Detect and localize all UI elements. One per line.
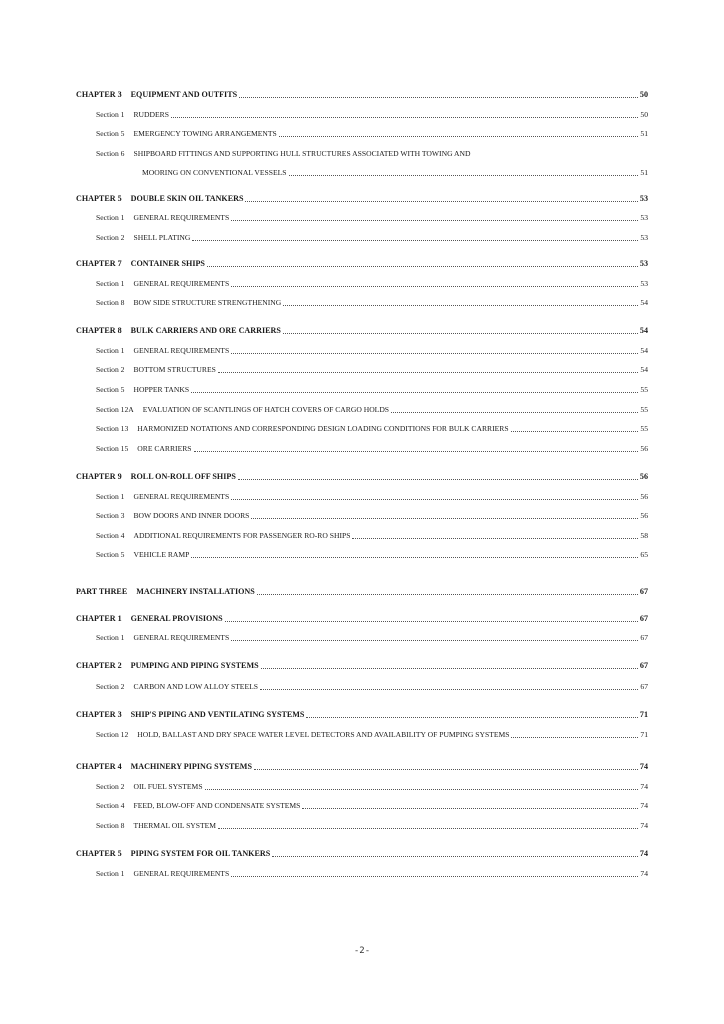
entry-title: OIL FUEL SYSTEMS xyxy=(133,782,203,791)
entry-page-number: 74 xyxy=(639,762,648,771)
entry-page-number: 58 xyxy=(640,531,648,540)
toc-chapter-entry xyxy=(76,471,648,483)
toc-chapter-entry xyxy=(76,89,648,101)
entry-title: BULK CARRIERS AND ORE CARRIERS xyxy=(130,326,281,335)
toc-section-entry xyxy=(76,681,648,693)
toc-section-entry xyxy=(76,491,648,503)
entry-title: PUMPING AND PIPING SYSTEMS xyxy=(130,661,259,670)
entry-number: Section 4 xyxy=(96,801,125,810)
dot-leader xyxy=(352,538,638,539)
entry-number: Section 6 xyxy=(96,149,125,158)
entry-number: CHAPTER 7 xyxy=(76,259,122,268)
entry-page-number: 71 xyxy=(639,710,648,719)
dot-leader xyxy=(171,117,638,118)
toc-section-entry xyxy=(76,364,648,376)
entry-page-number: 65 xyxy=(640,550,648,559)
entry-title: DOUBLE SKIN OIL TANKERS xyxy=(130,194,244,203)
toc-section-entry xyxy=(76,404,648,416)
entry-title: SHIPBOARD FITTINGS AND SUPPORTING HULL STRUCTURES ASSOCIATED WITH TOWING AND xyxy=(133,149,471,158)
dot-leader xyxy=(207,266,638,267)
entry-number: Section 1 xyxy=(96,869,125,878)
entry-page-number: 53 xyxy=(640,279,648,288)
entry-title: MACHINERY INSTALLATIONS xyxy=(136,587,255,596)
entry-title: GENERAL REQUIREMENTS xyxy=(133,633,230,642)
entry-number: CHAPTER 3 xyxy=(76,710,122,719)
entry-page-number: 53 xyxy=(639,194,648,203)
entry-number: Section 1 xyxy=(96,492,125,501)
entry-title: GENERAL REQUIREMENTS xyxy=(133,492,230,501)
entry-number: Section 2 xyxy=(96,233,125,242)
entry-number: Section 5 xyxy=(96,550,125,559)
dot-leader xyxy=(218,828,638,829)
entry-number: CHAPTER 4 xyxy=(76,762,122,771)
entry-page-number: 74 xyxy=(640,821,648,830)
toc-section-entry xyxy=(76,232,648,244)
toc-section-entry xyxy=(76,423,648,435)
dot-leader xyxy=(306,717,637,718)
entry-number: Section 2 xyxy=(96,365,125,374)
entry-title: CARBON AND LOW ALLOY STEELS xyxy=(133,682,258,691)
entry-number: Section 1 xyxy=(96,213,125,222)
entry-title: HOLD, BALLAST AND DRY SPACE WATER LEVEL DETECTORS AND AVAILABILITY OF PUMPING SYSTEMS xyxy=(137,730,510,739)
entry-title: ROLL ON-ROLL OFF SHIPS xyxy=(130,472,236,481)
entry-title: GENERAL REQUIREMENTS xyxy=(133,213,230,222)
entry-page-number: 67 xyxy=(639,661,648,670)
toc-section-entry xyxy=(76,128,648,140)
dot-leader xyxy=(251,518,638,519)
dot-leader xyxy=(254,769,638,770)
toc-chapter-entry xyxy=(76,613,648,625)
toc-section-entry xyxy=(76,510,648,522)
dot-leader xyxy=(272,856,638,857)
entry-page-number: 74 xyxy=(640,801,648,810)
dot-leader xyxy=(283,305,638,306)
entry-title: ORE CARRIERS xyxy=(137,444,192,453)
dot-leader xyxy=(231,286,638,287)
toc-section-entry xyxy=(76,549,648,561)
dot-leader xyxy=(225,621,638,622)
entry-number: Section 5 xyxy=(96,385,125,394)
toc-chapter-entry xyxy=(76,848,648,860)
dot-leader xyxy=(191,392,638,393)
toc-section-entry xyxy=(76,109,648,121)
dot-leader xyxy=(231,353,638,354)
page-number: -2- xyxy=(353,946,371,956)
entry-number: CHAPTER 2 xyxy=(76,661,122,670)
entry-title: SHIP'S PIPING AND VENTILATING SYSTEMS xyxy=(130,710,305,719)
toc-section-entry xyxy=(76,530,648,542)
entry-page-number: 56 xyxy=(640,444,648,453)
dot-leader xyxy=(192,240,638,241)
dot-leader xyxy=(283,333,638,334)
entry-number: CHAPTER 8 xyxy=(76,326,122,335)
toc-section-entry xyxy=(76,632,648,644)
toc-chapter-entry xyxy=(76,586,648,598)
toc-chapter-entry xyxy=(76,709,648,721)
entry-number: Section 1 xyxy=(96,346,125,355)
dot-leader xyxy=(302,808,638,809)
entry-title: MACHINERY PIPING SYSTEMS xyxy=(130,762,252,771)
dot-leader xyxy=(261,668,638,669)
entry-number: Section 2 xyxy=(96,782,125,791)
entry-number: CHAPTER 3 xyxy=(76,90,122,99)
dot-leader xyxy=(194,451,639,452)
entry-number: CHAPTER 9 xyxy=(76,472,122,481)
entry-page-number: 56 xyxy=(640,492,648,501)
toc-section-entry xyxy=(76,820,648,832)
dot-leader xyxy=(279,136,639,137)
entry-page-number: 55 xyxy=(640,424,648,433)
entry-number: Section 5 xyxy=(96,129,125,138)
entry-page-number: 54 xyxy=(640,346,648,355)
entry-page-number: 74 xyxy=(640,782,648,791)
toc-section-entry xyxy=(76,443,648,455)
entry-page-number: 56 xyxy=(640,511,648,520)
toc-chapter-entry xyxy=(76,193,648,205)
entry-title: EVALUATION OF SCANTLINGS OF HATCH COVERS OF CARGO HOLDS xyxy=(142,405,390,414)
dot-leader xyxy=(511,737,638,738)
dot-leader xyxy=(231,220,638,221)
entry-page-number: 74 xyxy=(639,849,648,858)
entry-title: GENERAL REQUIREMENTS xyxy=(133,279,230,288)
entry-page-number: 53 xyxy=(639,259,648,268)
entry-title: GENERAL PROVISIONS xyxy=(130,614,223,623)
toc-chapter-entry xyxy=(76,660,648,672)
toc-section-entry xyxy=(76,800,648,812)
dot-leader xyxy=(231,876,638,877)
toc-section-entry xyxy=(76,384,648,396)
toc-section-entry xyxy=(76,868,648,880)
dot-leader xyxy=(391,412,638,413)
entry-page-number: 53 xyxy=(640,233,648,242)
toc-section-entry xyxy=(76,345,648,357)
entry-page-number: 54 xyxy=(639,326,648,335)
toc-section-entry xyxy=(76,781,648,793)
toc-section-entry xyxy=(76,297,648,309)
entry-page-number: 54 xyxy=(640,298,648,307)
toc-section-entry xyxy=(76,729,648,741)
entry-page-number: 55 xyxy=(640,385,648,394)
entry-title: EMERGENCY TOWING ARRANGEMENTS xyxy=(133,129,277,138)
entry-number: Section 3 xyxy=(96,511,125,520)
toc-chapter-entry xyxy=(76,258,648,270)
entry-page-number: 50 xyxy=(639,90,648,99)
dot-leader xyxy=(260,689,638,690)
entry-number: Section 12A xyxy=(96,405,134,414)
entry-title: GENERAL REQUIREMENTS xyxy=(133,346,230,355)
entry-title: ADDITIONAL REQUIREMENTS FOR PASSENGER RO-RO SHIPS xyxy=(133,531,351,540)
entry-number: Section 8 xyxy=(96,821,125,830)
entry-title: SHELL PLATING xyxy=(133,233,191,242)
entry-number: Section 12 xyxy=(96,730,129,739)
entry-title: CONTAINER SHIPS xyxy=(130,259,205,268)
entry-title: HOPPER TANKS xyxy=(133,385,190,394)
entry-number: CHAPTER 5 xyxy=(76,849,122,858)
dot-leader xyxy=(511,431,639,432)
entry-title: BOTTOM STRUCTURES xyxy=(133,365,216,374)
entry-page-number: 71 xyxy=(640,730,648,739)
dot-leader xyxy=(257,594,638,595)
entry-title: VEHICLE RAMP xyxy=(133,550,190,559)
entry-title: BOW DOORS AND INNER DOORS xyxy=(133,511,250,520)
toc-chapter-entry xyxy=(76,761,648,773)
toc-chapter-entry xyxy=(76,325,648,337)
entry-title: THERMAL OIL SYSTEM xyxy=(133,821,217,830)
toc-section-entry xyxy=(76,148,648,160)
dot-leader xyxy=(231,499,638,500)
entry-number: Section 15 xyxy=(96,444,129,453)
entry-number: CHAPTER 5 xyxy=(76,194,122,203)
entry-page-number: 56 xyxy=(639,472,648,481)
entry-title: BOW SIDE STRUCTURE STRENGTHENING xyxy=(133,298,282,307)
entry-number: Section 1 xyxy=(96,633,125,642)
entry-title: HARMONIZED NOTATIONS AND CORRESPONDING DESIGN LOADING CONDITIONS FOR BULK CARRIERS xyxy=(137,424,509,433)
entry-number: Section 2 xyxy=(96,682,125,691)
entry-number: Section 1 xyxy=(96,279,125,288)
dot-leader xyxy=(289,175,639,176)
entry-number: PART THREE xyxy=(76,587,128,596)
entry-number: Section 1 xyxy=(96,110,125,119)
entry-page-number: 53 xyxy=(640,213,648,222)
toc-section-entry xyxy=(76,278,648,290)
toc-section-entry xyxy=(76,212,648,224)
entry-page-number: 67 xyxy=(640,633,648,642)
entry-page-number: 54 xyxy=(640,365,648,374)
entry-title: FEED, BLOW-OFF AND CONDENSATE SYSTEMS xyxy=(133,801,301,810)
dot-leader xyxy=(218,372,639,373)
toc-section-entry xyxy=(76,167,648,179)
entry-title: PIPING SYSTEM FOR OIL TANKERS xyxy=(130,849,271,858)
entry-page-number: 51 xyxy=(640,168,648,177)
entry-page-number: 55 xyxy=(640,405,648,414)
entry-title: RUDDERS xyxy=(133,110,169,119)
dot-leader xyxy=(191,557,638,558)
dot-leader xyxy=(239,97,638,98)
entry-page-number: 67 xyxy=(639,614,648,623)
entry-page-number: 67 xyxy=(640,682,648,691)
entry-number: Section 13 xyxy=(96,424,129,433)
dot-leader xyxy=(245,201,637,202)
entry-page-number: 67 xyxy=(639,587,648,596)
dot-leader xyxy=(205,789,639,790)
entry-title: GENERAL REQUIREMENTS xyxy=(133,869,230,878)
entry-number: Section 8 xyxy=(96,298,125,307)
entry-number: Section 4 xyxy=(96,531,125,540)
entry-page-number: 74 xyxy=(640,869,648,878)
entry-title: MOORING ON CONVENTIONAL VESSELS xyxy=(142,168,287,177)
dot-leader xyxy=(231,640,638,641)
entry-number: CHAPTER 1 xyxy=(76,614,122,623)
entry-page-number: 51 xyxy=(640,129,648,138)
entry-page-number: 50 xyxy=(640,110,648,119)
dot-leader xyxy=(238,479,638,480)
entry-title: EQUIPMENT AND OUTFITS xyxy=(130,90,238,99)
